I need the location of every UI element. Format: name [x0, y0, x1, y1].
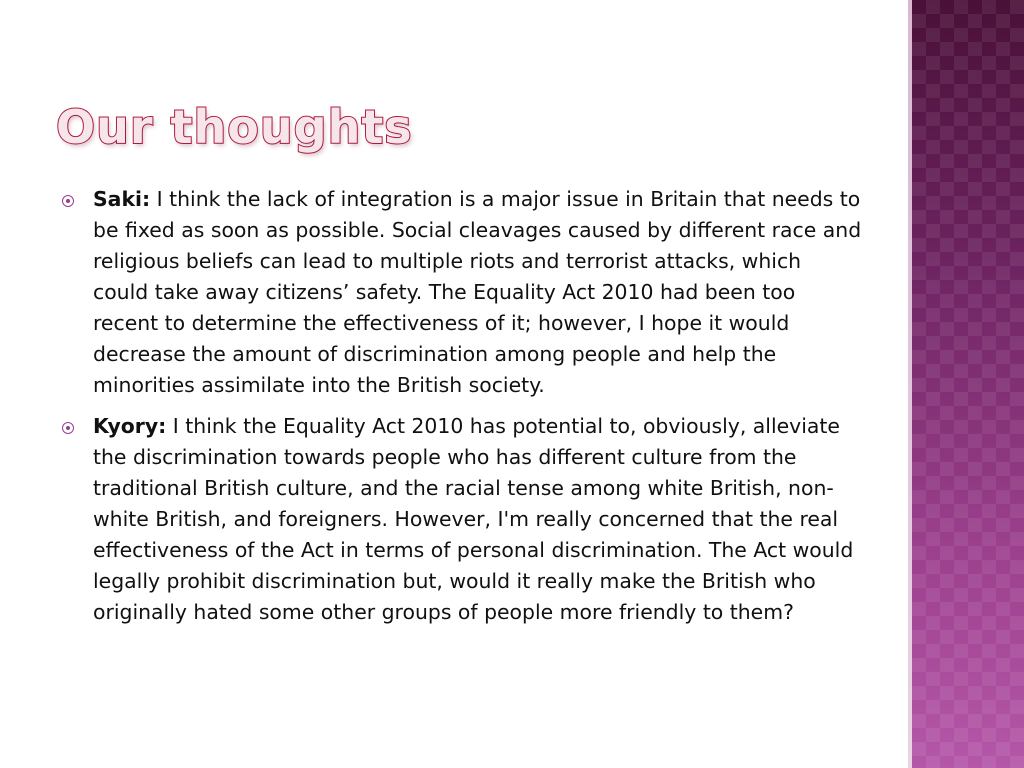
decorative-side-band — [912, 0, 1024, 768]
slide-title-text: Our thoughts — [56, 100, 413, 154]
bullet-list — [62, 184, 862, 638]
circle-bullet-icon — [62, 195, 74, 207]
comment-text: I think the Equality Act 2010 has potential to, obviously, alleviate the discrimination towards people who has different culture from the traditional British culture, and the racial tense among white British, non-white British, and foreigners. However, I'm really concerned that the real effectiveness of the Act in terms of personal discrimination. The Act would legally prohibit discrimination but, would it really make the British who originally hated some other groups of people more friendly to them? — [93, 414, 854, 624]
list-item — [62, 184, 862, 401]
circle-bullet-icon — [62, 422, 74, 434]
speaker-name: Saki: — [93, 187, 151, 211]
list-item — [62, 411, 862, 628]
speaker-name: Kyory: — [93, 414, 167, 438]
slide-title — [56, 100, 413, 154]
comment-text: I think the lack of integration is a major issue in Britain that needs to be fixed as soon as possible. Social cleavages caused by different race and religious beliefs can lead to multiple riots and terrorist attacks, which could take away citizens’ safety. The Equality Act 2010 had been too recent to determine the effectiveness of it; however, I hope it would decrease the amount of discrimination among people and help the minorities assimilate into the British society. — [93, 187, 862, 397]
